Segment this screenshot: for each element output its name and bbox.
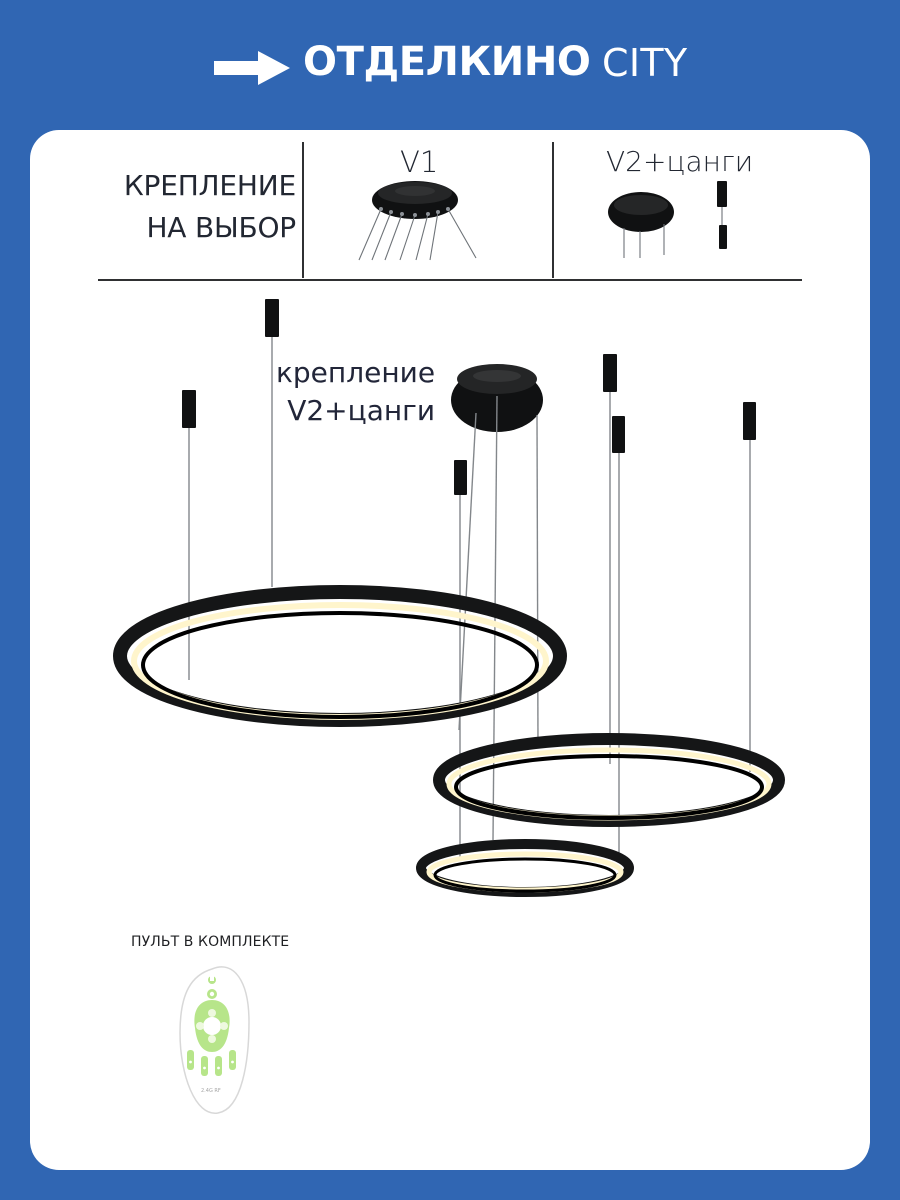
product-content-card xyxy=(30,130,870,1170)
three-ring-pendant-light-icon xyxy=(120,299,779,892)
remote-included-caption: ПУЛЬТ В КОМПЛЕКТЕ xyxy=(131,934,290,950)
callout-line: V2+цанги xyxy=(287,394,436,427)
right-arrow-icon xyxy=(214,49,290,87)
remote-control-icon xyxy=(180,967,249,1113)
mounting-option-v2-label: V2+цанги xyxy=(606,145,754,178)
brand-suffix: CITY xyxy=(602,41,688,85)
remote-brand-text: 2.4G RF xyxy=(201,1088,221,1094)
product-mounting-callout xyxy=(276,354,435,430)
canopy-with-multiple-cables-icon xyxy=(359,181,476,260)
canopy-with-collet-mounts-icon xyxy=(608,181,727,258)
mounting-title-line: КРЕПЛЕНИЕ xyxy=(123,169,296,202)
brand-name: ОТДЕЛКИНО xyxy=(303,39,591,85)
brand-header xyxy=(0,0,900,126)
mounting-option-v1-label: V1 xyxy=(400,145,439,179)
mounting-title-line: НА ВЫБОР xyxy=(146,211,296,244)
product-illustration xyxy=(30,130,870,1170)
callout-line: крепление xyxy=(276,356,436,389)
